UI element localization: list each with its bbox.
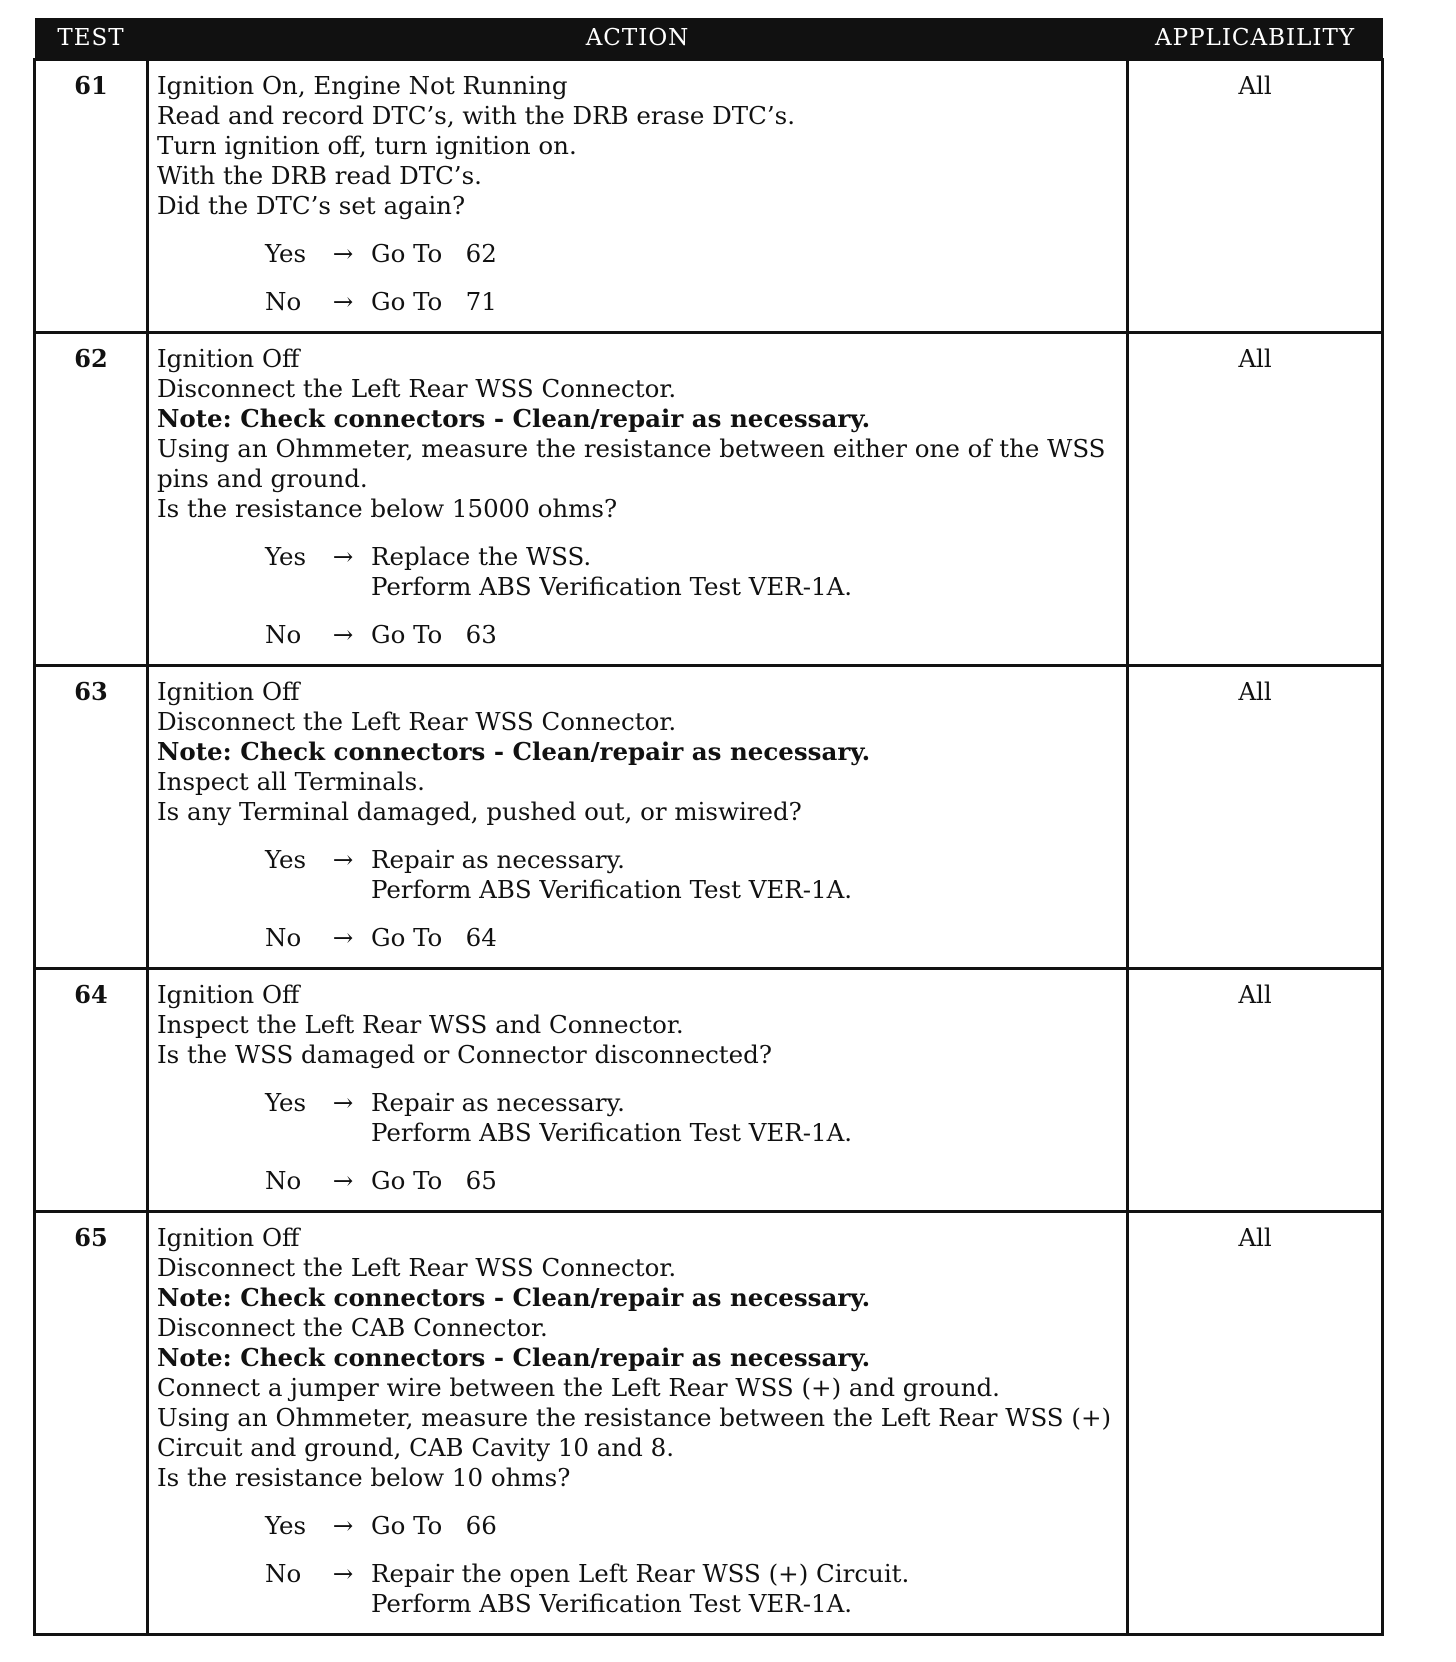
diagnostic-test-table [33,18,1384,1636]
action-cell [148,333,1128,666]
action-line: Ignition Off [157,1223,300,1252]
outcome-answer: No [265,1559,302,1588]
right-arrow-icon: → [332,239,354,268]
applicability-cell: All [1128,1212,1383,1635]
action-line: Read and record DTC’s, with the DRB erase DTC’s. [157,101,795,130]
action-line: Ignition Off [157,344,300,373]
result-line: Go To 71 [371,287,497,316]
result-line: Perform ABS Verification Test VER-1A. [371,875,853,904]
applicability-cell: All [1128,666,1383,969]
action-line: Is any Terminal damaged, pushed out, or miswired? [157,797,802,826]
right-arrow-icon: → [332,542,354,571]
action-line: Ignition On, Engine Not Running [157,71,568,100]
action-line: Disconnect the Left Rear WSS Connector. [157,1253,677,1282]
action-line: Using an Ohmmeter, measure the resistance between either one of the WSS pins and ground. [157,434,1106,493]
outcome-no [265,1559,1120,1619]
right-arrow-icon: → [332,1088,354,1117]
action-line: Did the DTC’s set again? [157,191,466,220]
table-header [35,18,1383,60]
outcome-result [371,1511,1120,1541]
action-line: Using an Ohmmeter, measure the resistance between the Left Rear WSS (+) Circuit and ground, CAB Cavity 10 and 8. [157,1403,1112,1462]
right-arrow-icon: → [332,1166,354,1195]
outcome-answer: Yes [265,239,307,268]
outcome-yes [265,1088,1120,1148]
action-line: Inspect the Left Rear WSS and Connector. [157,1010,684,1039]
result-line: Go To 65 [371,1166,497,1195]
outcome-answer: Yes [265,845,307,874]
table-row [35,666,1383,969]
right-arrow-icon: → [332,1511,354,1540]
action-line: Is the resistance below 15000 ohms? [157,494,618,523]
outcome-no [265,923,1120,953]
result-line: Replace the WSS. [371,542,592,571]
outcome-answer: No [265,287,302,316]
result-line: Go To 66 [371,1511,497,1540]
outcome-yes [265,845,1120,905]
note-line: Note: Check connectors - Clean/repair as necessary. [157,737,871,766]
outcome-result [371,239,1120,269]
applicability-cell: All [1128,333,1383,666]
action-line: Is the resistance below 10 ohms? [157,1463,571,1492]
action-line: Turn ignition off, turn ignition on. [157,131,577,160]
outcome-yes [265,1511,1120,1541]
outcome-result [371,1559,1120,1619]
action-cell [148,60,1128,333]
outcome-yes [265,239,1120,269]
test-number: 61 [35,60,148,333]
result-line: Repair as necessary. [371,1088,625,1117]
action-line: Disconnect the CAB Connector. [157,1313,548,1342]
outcome-result [371,923,1120,953]
outcome-result [371,1088,1120,1148]
table-row [35,60,1383,333]
outcome-answer: Yes [265,1511,307,1540]
outcome-yes [265,542,1120,602]
action-cell [148,969,1128,1212]
right-arrow-icon: → [332,1559,354,1588]
outcome-list [157,542,1120,664]
action-line: Connect a jumper wire between the Left Rear WSS (+) and ground. [157,1373,1000,1402]
action-line: With the DRB read DTC’s. [157,161,482,190]
outcome-answer: Yes [265,542,307,571]
outcome-answer: No [265,620,302,649]
test-number: 63 [35,666,148,969]
outcome-list [157,1088,1120,1210]
outcome-result [371,542,1120,602]
right-arrow-icon: → [332,287,354,316]
table-row [35,333,1383,666]
outcome-no [265,287,1120,317]
outcome-answer: No [265,923,302,952]
right-arrow-icon: → [332,620,354,649]
table-row [35,969,1383,1212]
outcome-list [157,239,1120,331]
outcome-result [371,845,1120,905]
result-line: Go To 62 [371,239,497,268]
action-line: Ignition Off [157,980,300,1009]
outcome-list [157,1511,1120,1633]
action-line: Disconnect the Left Rear WSS Connector. [157,374,677,403]
action-cell [148,666,1128,969]
result-line: Go To 63 [371,620,497,649]
action-cell [148,1212,1128,1635]
action-line: Ignition Off [157,677,300,706]
note-line: Note: Check connectors - Clean/repair as necessary. [157,1283,871,1312]
result-line: Perform ABS Verification Test VER-1A. [371,1118,853,1147]
outcome-no [265,1166,1120,1196]
result-line: Go To 64 [371,923,497,952]
result-line: Perform ABS Verification Test VER-1A. [371,1589,853,1618]
outcome-result [371,287,1120,317]
result-line: Perform ABS Verification Test VER-1A. [371,572,853,601]
outcome-result [371,1166,1120,1196]
note-line: Note: Check connectors - Clean/repair as necessary. [157,404,871,433]
right-arrow-icon: → [332,923,354,952]
outcome-result [371,620,1120,650]
applicability-cell: All [1128,60,1383,333]
header-test: TEST [35,18,148,60]
result-line: Repair as necessary. [371,845,625,874]
header-applicability: APPLICABILITY [1128,18,1383,60]
outcome-no [265,620,1120,650]
test-number: 64 [35,969,148,1212]
table-body [35,60,1383,1635]
table-row [35,1212,1383,1635]
right-arrow-icon: → [332,845,354,874]
header-action: ACTION [148,18,1128,60]
note-line: Note: Check connectors - Clean/repair as necessary. [157,1343,871,1372]
test-number: 62 [35,333,148,666]
applicability-cell: All [1128,969,1383,1212]
action-line: Is the WSS damaged or Connector disconnected? [157,1040,772,1069]
outcome-answer: Yes [265,1088,307,1117]
outcome-answer: No [265,1166,302,1195]
test-number: 65 [35,1212,148,1635]
result-line: Repair the open Left Rear WSS (+) Circuit. [371,1559,910,1588]
action-line: Inspect all Terminals. [157,767,425,796]
outcome-list [157,845,1120,967]
action-line: Disconnect the Left Rear WSS Connector. [157,707,677,736]
